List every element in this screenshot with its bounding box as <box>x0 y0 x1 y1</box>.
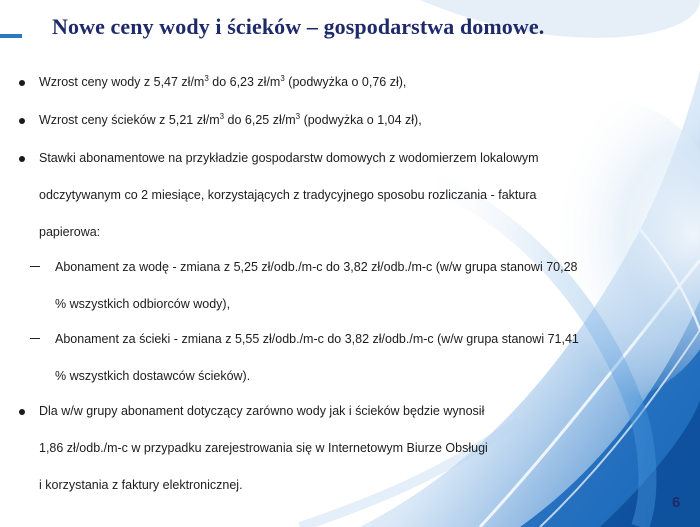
sub-bullet-dash <box>30 266 40 267</box>
bullet-marker <box>19 80 25 86</box>
sub-bullet-text-line: Abonament za wodę - zmiana z 5,25 zł/odb./m-c do 3,82 zł/odb./m-c (w/w grupa stanowi 70,28 <box>55 260 578 274</box>
bullet-text-line: papierowa: <box>39 225 101 239</box>
sub-bullet-dash <box>30 338 40 339</box>
bullet-marker <box>19 409 25 415</box>
page-number: 6 <box>672 494 681 511</box>
sub-bullet-text-line: % wszystkich dostawców ścieków). <box>55 369 251 383</box>
bullet-text-line: i korzystania z faktury elektronicznej. <box>39 478 243 492</box>
slide-title: Nowe ceny wody i ścieków – gospodarstwa domowe. <box>52 14 545 39</box>
bullet-marker <box>19 118 25 124</box>
bullet-text-line: 1,86 zł/odb./m-c w przypadku zarejestrowania się w Internetowym Biurze Obsługi <box>39 441 488 455</box>
bullet-text-line: Stawki abonamentowe na przykładzie gospodarstw domowych z wodomierzem lokalowym <box>39 151 539 165</box>
sub-bullet-text-line: Abonament za ścieki - zmiana z 5,55 zł/odb./m-c do 3,82 zł/odb./m-c (w/w grupa stanowi 71,41 <box>55 332 579 346</box>
bullet-text-line: Wzrost ceny wody z 5,47 $zł/m^3$ do 6,23 $zł/m^3$ (podwyżka o 0,76 zł), <box>39 73 407 89</box>
bullet-marker <box>19 156 25 162</box>
bullet-text-line: Dla w/w grupy abonament dotyczący zarówno wody jak i ścieków będzie wynosił <box>39 404 485 418</box>
sub-bullet-text-line: % wszystkich odbiorców wody), <box>55 297 231 311</box>
bullet-text-line: odczytywanym co 2 miesiące, korzystających z tradycyjnego sposobu rozliczania - faktura <box>39 188 537 202</box>
bullet-text-line: Wzrost ceny ścieków z 5,21 $zł/m^3$ do 6,25 $zł/m^3$ (podwyżka o 1,04 zł), <box>39 111 422 127</box>
